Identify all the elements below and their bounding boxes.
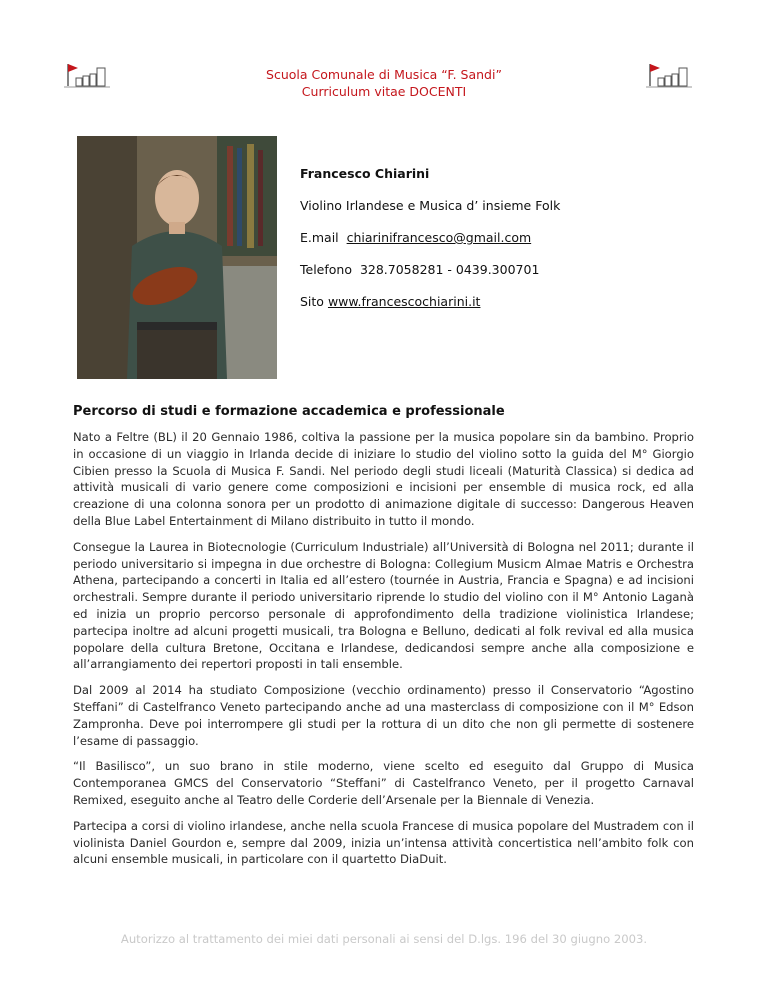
website-label: Sito bbox=[300, 294, 324, 309]
school-name: Scuola Comunale di Musica “F. Sandi” bbox=[266, 67, 502, 82]
portrait-photo bbox=[77, 136, 277, 379]
bio-paragraph: “Il Basilisco”, un suo brano in stile moderno, viene scelto ed eseguito dal Gruppo di Musica Contemporanea GMCS del Conservatorio “Steffani” di Castelfranco Veneto, per il progetto Carnaval Remixed, eseguito anche al Teatro delle Corderie dell’Arsenale per la Biennale di Venezia. bbox=[73, 759, 694, 807]
contact-info bbox=[300, 166, 560, 326]
teacher-instrument: Violino Irlandese e Musica d’ insieme Folk bbox=[300, 198, 561, 213]
phone-label: Telefono bbox=[300, 262, 352, 277]
bio-paragraph: Dal 2009 al 2014 ha studiato Composizione (vecchio ordinamento) presso il Conservatorio “Agostino Steffani” di Castelfranco Veneto partecipando anche ad una masterclass di composizione con il M° Edson Zampronha. Deve poi interrompere gli studi per la rottura di un dito che non gli permette di sostenere l’esame di passaggio. bbox=[73, 683, 694, 748]
email-row bbox=[300, 230, 560, 262]
section-title: Percorso di studi e formazione accademica e professionale bbox=[73, 404, 505, 419]
phone-number: 328.7058281 - 0439.300701 bbox=[359, 262, 540, 277]
teacher-name: Francesco Chiarini bbox=[300, 166, 430, 181]
website-link[interactable]: www.francescochiarini.it bbox=[327, 294, 481, 309]
document-subtitle: Curriculum vitae DOCENTI bbox=[301, 84, 467, 99]
privacy-footer: Autorizzo al trattamento dei miei dati personali ai sensi del D.lgs. 196 del 30 giugno 2003. bbox=[120, 932, 648, 946]
bio-paragraph: Partecipa a corsi di violino irlandese, anche nella scuola Francese di musica popolare del Mustradem con il violinista Daniel Gourdon e, sempre dal 2009, inizia un’intensa attività concertistica nell’ambito folk con alcuni ensemble musicali, in particolare con il quartetto DiaDuit. bbox=[73, 818, 694, 867]
email-label: E.mail bbox=[300, 230, 339, 245]
phone-row bbox=[300, 262, 560, 294]
bio-paragraph: Nato a Feltre (BL) il 20 Gennaio 1986, coltiva la passione per la musica popolare sin da bambino. Proprio in occasione di un viaggio in Irlanda decide di iniziare lo studio del violino sotto la guida del M° Giorgio Cibien presso la Scuola di Musica F. Sandi. Nel periodo degli studi liceali (Maturità Classica) si dedica ad attività musicali di vario genere come composizioni e incisioni per ensemble di musica rock, ed alla creazione di una colonna sonora per un prodotto di animazione digitale di successo: Dangerous Heaven della Blue Label Entertainment di Milano distribuito in tutto il mondo. bbox=[73, 430, 694, 528]
document-header bbox=[0, 66, 768, 100]
bio-paragraph: Consegue la Laurea in Biotecnologie (Curriculum Industriale) all’Università di Bologna nel 2011; durante il periodo universitario si impegna in due orchestre di Bologna: Collegium Musicm Almae Matris e Orchestra Athena, partecipando a concerti in Italia ed all’estero (tournée in Austria, Francia e Spagna) e ad incisioni orchestrali. Sempre durante il periodo universitario riprende lo studio del violino con il M° Antonio Laganà ed inizia un proprio percorso personale di approfondimento della tradizione violinistica Irlandese; partecipa inoltre ad alcuni progetti musicali, tra Bologna e Belluno, dedicati al folk revival ed alla musica popolare della cultura Bretone, Occitana e Irlandese, dedicandosi sempre anche alla composizione e all’arrangiamento dei repertori proposti in tali ensemble. bbox=[73, 539, 694, 672]
email-link[interactable]: chiarinifrancesco@gmail.com bbox=[346, 230, 532, 245]
biography bbox=[73, 429, 694, 877]
website-row bbox=[300, 294, 560, 326]
